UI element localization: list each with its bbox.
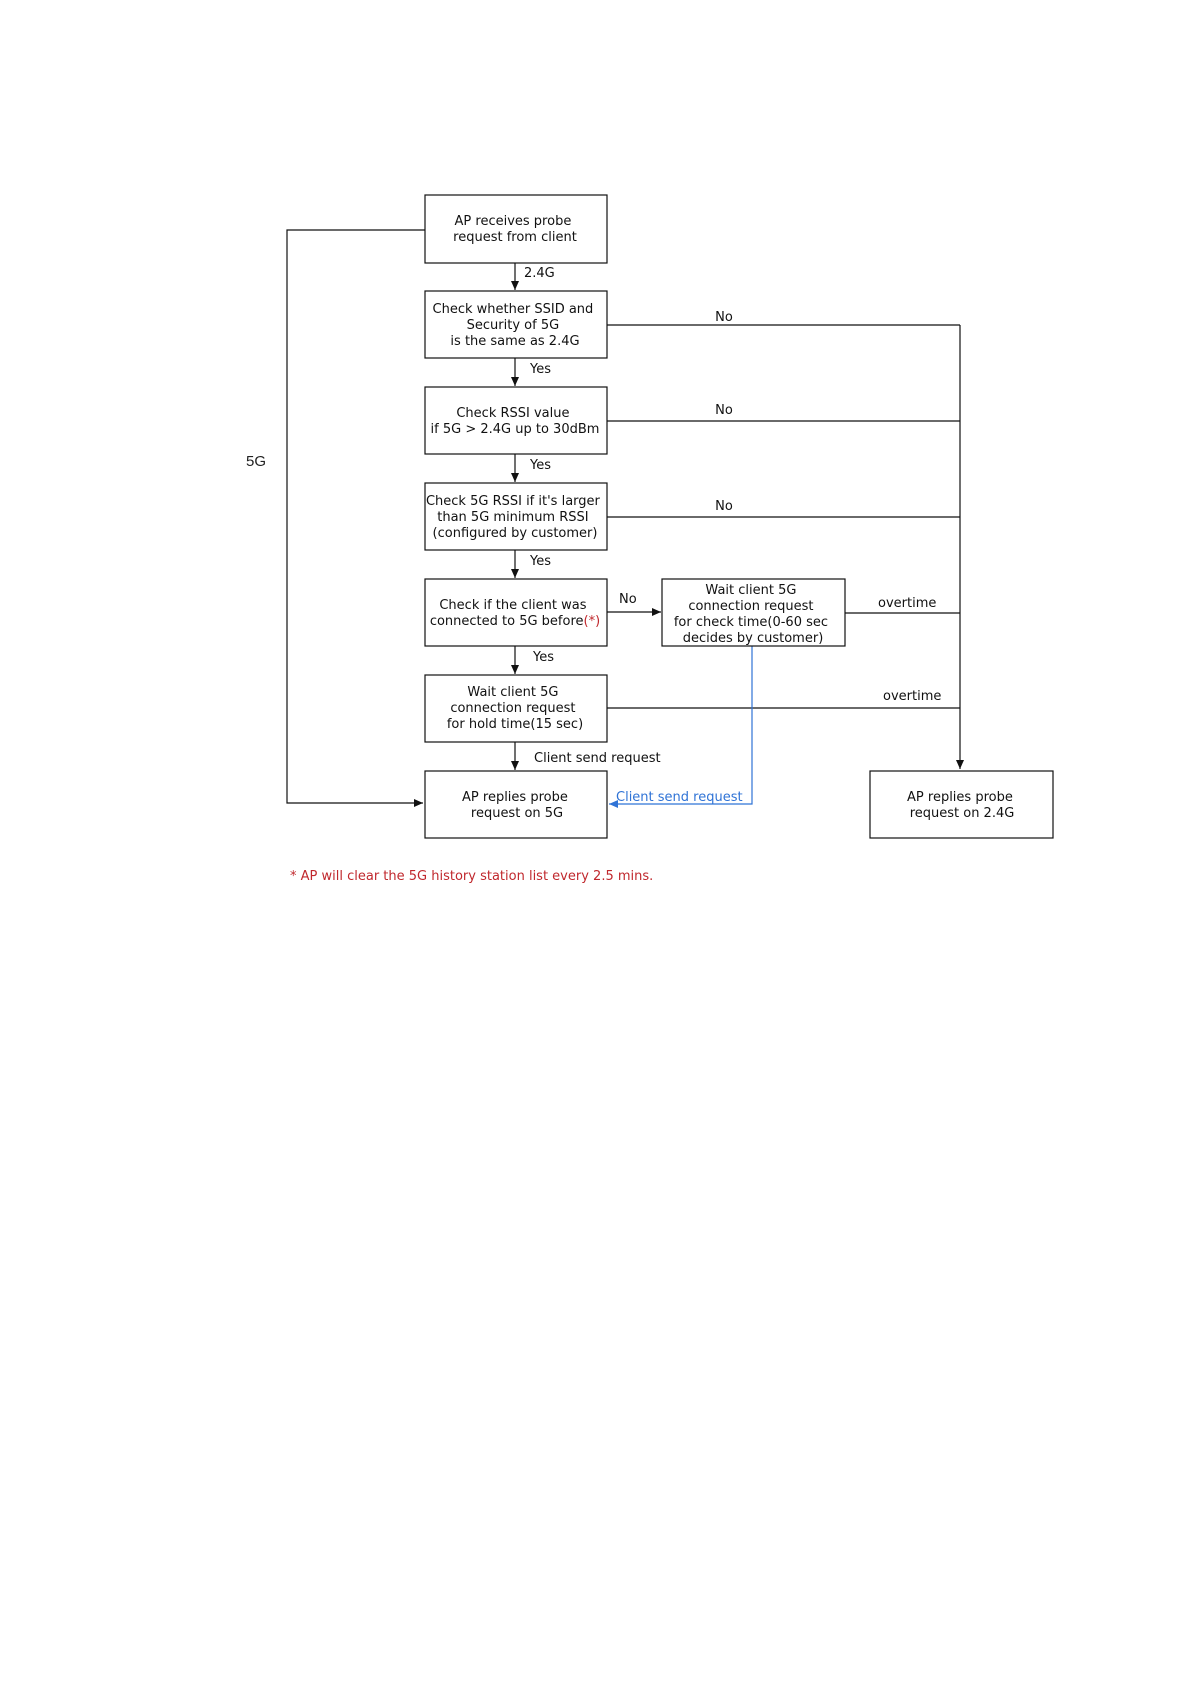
label-overtime-2: overtime	[883, 689, 942, 704]
label-yes-4: Yes	[533, 650, 554, 665]
node-wait-check-text: Wait client 5G connection request for check time(0-60 sec decides by customer)	[673, 583, 829, 646]
label-client-send-blue: Client send request	[616, 790, 743, 805]
label-yes-3: Yes	[530, 554, 551, 569]
label-no-3: No	[715, 499, 733, 514]
footnote: * AP will clear the 5G history station list every 2.5 mins.	[290, 869, 654, 884]
label-overtime-1: overtime	[878, 596, 937, 611]
node-reply-5g-text: AP replies probe request on 5G	[462, 790, 568, 821]
node-start	[425, 195, 607, 263]
label-no-1: No	[715, 310, 733, 325]
node-ssid-check-text: Check whether SSID and Security of 5G is the same as 2.4G	[432, 302, 594, 349]
label-no-2: No	[715, 403, 733, 418]
node-rssi-check-text: Check RSSI value if 5G > 2.4G up to 30dBm	[430, 406, 600, 437]
label-yes-2: Yes	[530, 458, 551, 473]
label-band-24g: 2.4G	[524, 266, 555, 281]
node-wait-hold-text: Wait client 5G connection request for hold time(15 sec)	[446, 685, 584, 732]
label-no-4: No	[619, 592, 637, 607]
label-client-send: Client send request	[534, 751, 661, 766]
node-min-rssi-text: Check 5G RSSI if it's larger than 5G minimum RSSI (configured by customer)	[425, 494, 600, 541]
node-start-text: AP receives probe request from client	[453, 214, 577, 245]
label-yes-1: Yes	[530, 362, 551, 377]
edge-5g-bypass	[287, 230, 425, 803]
node-history-check-text: Check if the client was connected to 5G before(*)	[429, 598, 601, 629]
node-reply-24g-text: AP replies probe request on 2.4G	[907, 790, 1015, 821]
history-footnote-marker: (*)	[583, 614, 601, 629]
label-5g-side: 5G	[246, 453, 267, 470]
edge-waitcheck-client-send	[609, 646, 752, 804]
